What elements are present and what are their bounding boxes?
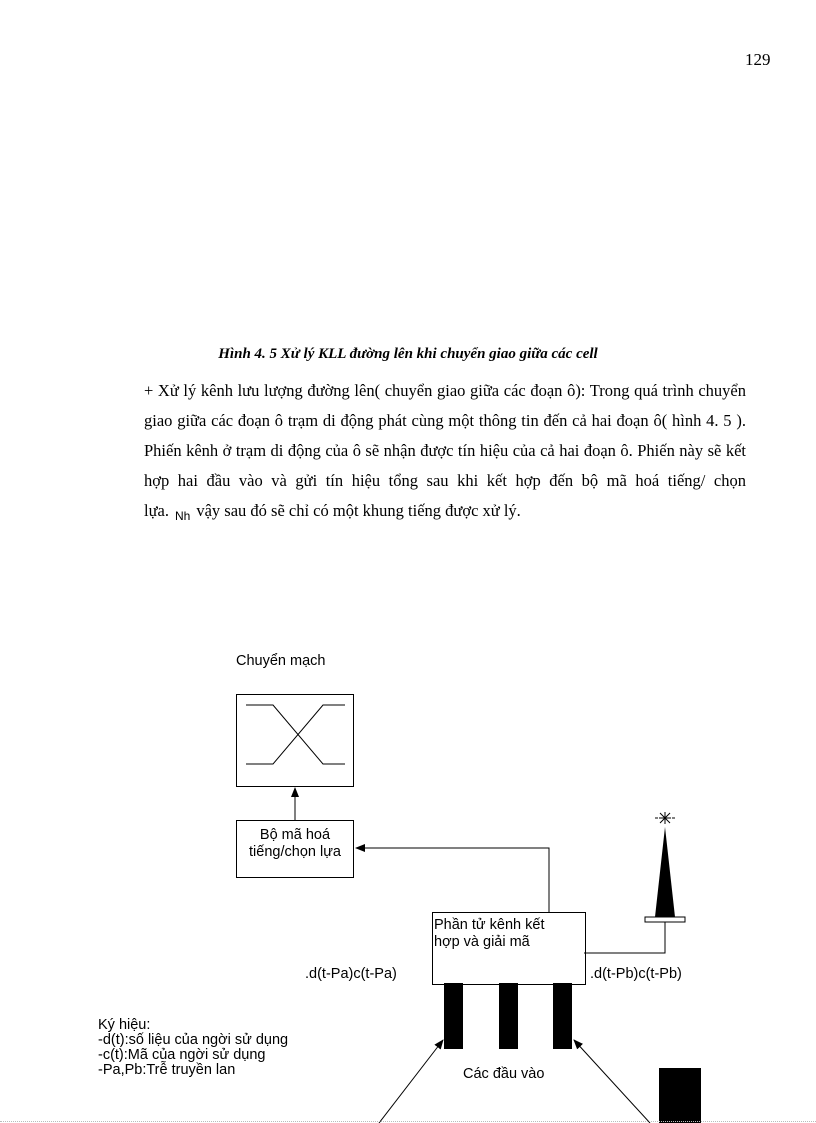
paragraph-end-text: vậy sau đó sẽ chỉ có một khung tiếng được xử lý. [196, 501, 521, 520]
vocoder-label-line2: tiếng/chọn lựa [249, 844, 341, 860]
switch-symbol [246, 705, 345, 764]
paragraph-main-text: + Xử lý kênh lưu lượng đường lên( chuyển giao giữa các đoạn ô): Trong quá trình chuyển giao giữa các đoạn ô trạm di động phát cùng một thông tin đến cả hai đoạn ô( hình 4. 5 ). Phiến kênh ở trạm di động của ô sẽ nhận được tín hiệu của cả hai đoạn ô. Phiến này sẽ kết hợp hai đầu vào và gửi tín hiệu tổng sau khi kết hợp đến bộ mã hoá tiếng/ chọn lựa. [144, 381, 746, 520]
figure-caption: Hình 4. 5 Xử lý KLL đường lên khi chuyển giao giữa các cell [218, 346, 598, 362]
legend-item: -Pa,Pb:Trễ truyền lan [98, 1062, 236, 1078]
signal-left-label: .d(t-Pa)c(t-Pa) [305, 966, 397, 982]
combiner-label-line2: hợp và giải mã [434, 934, 530, 950]
legend-item: -d(t):số liệu của ngời sử dụng [98, 1032, 289, 1048]
input-bar-1 [444, 983, 463, 1049]
page-bottom-rule [0, 1121, 816, 1122]
legend [98, 1018, 288, 1078]
paragraph-small-text: Nh [174, 509, 191, 523]
switch-title: Chuyển mạch [236, 653, 326, 669]
page-number: 129 [745, 50, 771, 69]
arrow-combiner-to-vocoder [356, 848, 549, 912]
arrow-input-right [574, 1040, 650, 1123]
line-combiner-to-antenna [584, 922, 665, 953]
mobile-block [659, 1068, 701, 1123]
signal-right-label: .d(t-Pb)c(t-Pb) [590, 966, 682, 982]
antenna-icon [645, 812, 685, 922]
inputs-label: Các đầu vào [463, 1066, 545, 1082]
legend-title: Ký hiệu: [98, 1017, 151, 1033]
vocoder-label-line1: Bộ mã hoá [259, 827, 331, 843]
input-bar-3 [553, 983, 572, 1049]
combiner-label-line1: Phần tử kênh kết [434, 917, 545, 933]
legend-item: -c(t):Mã của ngời sử dụng [98, 1047, 266, 1063]
input-bar-2 [499, 983, 518, 1049]
arrow-input-left [379, 1040, 443, 1123]
